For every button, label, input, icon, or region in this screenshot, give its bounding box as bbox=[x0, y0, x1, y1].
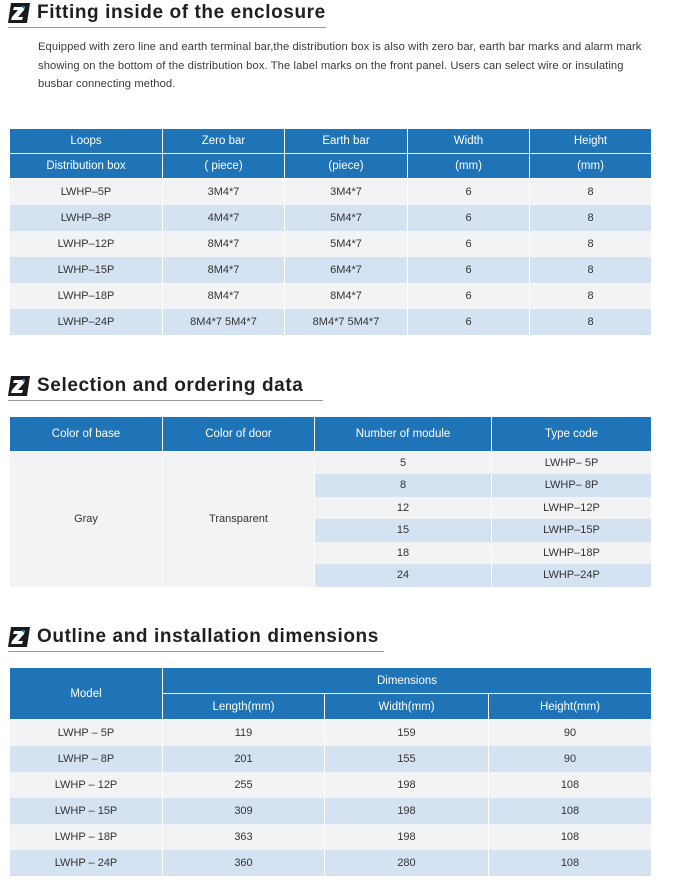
base-color-cell: Gray bbox=[10, 452, 163, 587]
table-cell: 8M4*7 bbox=[285, 283, 408, 309]
table-cell: 8 bbox=[530, 231, 652, 257]
table-cell: 280 bbox=[325, 850, 489, 876]
table-row bbox=[10, 231, 652, 257]
header-cell: Width(mm) bbox=[325, 694, 489, 720]
table-cell: 6 bbox=[408, 179, 530, 205]
table-row bbox=[10, 772, 652, 798]
model-header-cell: Model bbox=[10, 668, 163, 720]
table-cell: 198 bbox=[325, 824, 489, 850]
table-cell: 5 bbox=[315, 452, 492, 475]
header-cell: Loops bbox=[10, 129, 163, 154]
table-cell: 8 bbox=[530, 283, 652, 309]
header-cell: (mm) bbox=[408, 154, 530, 179]
table-cell: 6 bbox=[408, 231, 530, 257]
table-cell: 15 bbox=[315, 519, 492, 542]
table-cell: LWHP – 8P bbox=[10, 746, 163, 772]
table-cell: LWHP – 24P bbox=[10, 850, 163, 876]
header-cell: Zero bar bbox=[163, 129, 285, 154]
table-cell: LWHP–24P bbox=[10, 309, 163, 335]
door-color-cell: Transparent bbox=[163, 452, 315, 587]
header-cell: Earth bar bbox=[285, 129, 408, 154]
table-cell: 8M4*7 bbox=[163, 257, 285, 283]
table-cell: 3M4*7 bbox=[285, 179, 408, 205]
table-row bbox=[10, 309, 652, 335]
table-cell: 8 bbox=[530, 309, 652, 335]
header-cell: (mm) bbox=[530, 154, 652, 179]
header-cell: Color of door bbox=[163, 417, 315, 452]
fitting-table bbox=[9, 128, 652, 335]
section-dimensions-title bbox=[8, 624, 379, 650]
table-cell: LWHP – 5P bbox=[10, 720, 163, 746]
header-cell: (piece) bbox=[285, 154, 408, 179]
table-cell: 4M4*7 bbox=[163, 205, 285, 231]
table-cell: 6 bbox=[408, 205, 530, 231]
table-cell: 8 bbox=[315, 474, 492, 497]
table-row bbox=[10, 257, 652, 283]
table-row bbox=[10, 283, 652, 309]
table-cell: 108 bbox=[489, 824, 652, 850]
z-logo-icon bbox=[8, 627, 30, 647]
table-row bbox=[10, 850, 652, 876]
header-cell: Height bbox=[530, 129, 652, 154]
table-cell: LWHP – 12P bbox=[10, 772, 163, 798]
ordering-table bbox=[9, 416, 652, 587]
header-cell: Length(mm) bbox=[163, 694, 325, 720]
header-cell: ( piece) bbox=[163, 154, 285, 179]
table-row bbox=[10, 798, 652, 824]
section-fitting-title bbox=[8, 0, 326, 26]
header-cell: Distribution box bbox=[10, 154, 163, 179]
table-cell: LWHP–24P bbox=[492, 564, 652, 587]
table-cell: 3M4*7 bbox=[163, 179, 285, 205]
header-cell: Type code bbox=[492, 417, 652, 452]
table-cell: LWHP– 5P bbox=[492, 452, 652, 475]
table-cell: 363 bbox=[163, 824, 325, 850]
table-cell: 201 bbox=[163, 746, 325, 772]
table-header-row bbox=[10, 417, 652, 452]
table-cell: 6 bbox=[408, 309, 530, 335]
header-cell: Number of module bbox=[315, 417, 492, 452]
table-cell: 159 bbox=[325, 720, 489, 746]
table-cell: LWHP–18P bbox=[492, 542, 652, 565]
section-title-text: Fitting inside of the enclosure bbox=[37, 2, 326, 23]
table-cell: 8M4*7 bbox=[163, 231, 285, 257]
section-title-text: Selection and ordering data bbox=[37, 375, 304, 396]
table-cell: LWHP–8P bbox=[10, 205, 163, 231]
title-underline bbox=[8, 27, 326, 28]
table-cell: 198 bbox=[325, 798, 489, 824]
table-cell: 6 bbox=[408, 283, 530, 309]
table-cell: 18 bbox=[315, 542, 492, 565]
table-cell: 90 bbox=[489, 746, 652, 772]
table-cell: LWHP–5P bbox=[10, 179, 163, 205]
header-cell: Color of base bbox=[10, 417, 163, 452]
table-cell: LWHP–18P bbox=[10, 283, 163, 309]
table-cell: LWHP – 15P bbox=[10, 798, 163, 824]
z-logo-icon bbox=[8, 376, 30, 396]
table-cell: LWHP – 18P bbox=[10, 824, 163, 850]
table-cell: 198 bbox=[325, 772, 489, 798]
table-cell: LWHP–12P bbox=[492, 497, 652, 520]
table-cell: 8 bbox=[530, 179, 652, 205]
table-cell: 309 bbox=[163, 798, 325, 824]
table-cell: 8M4*7 bbox=[163, 283, 285, 309]
table-cell: 8 bbox=[530, 205, 652, 231]
table-cell: 90 bbox=[489, 720, 652, 746]
table-cell: LWHP–15P bbox=[492, 519, 652, 542]
intro-paragraph: Equipped with zero line and earth terminal bar,the distribution box is also with zero bar, earth bar marks and alarm mark showing on the bottom of the distribution box. The label marks on the front panel. Users can select wire or insulating busbar connecting method. bbox=[38, 41, 642, 90]
table-cell: 12 bbox=[315, 497, 492, 520]
title-underline bbox=[8, 400, 323, 401]
dimensions-header-cell: Dimensions bbox=[163, 668, 652, 694]
table-cell: 8 bbox=[530, 257, 652, 283]
table-cell: 5M4*7 bbox=[285, 205, 408, 231]
table-cell: 155 bbox=[325, 746, 489, 772]
table-cell: 6M4*7 bbox=[285, 257, 408, 283]
table-header-row bbox=[10, 129, 652, 154]
table-cell: 24 bbox=[315, 564, 492, 587]
table-cell: 108 bbox=[489, 850, 652, 876]
table-cell: 8M4*7 5M4*7 bbox=[285, 309, 408, 335]
table-cell: LWHP– 8P bbox=[492, 474, 652, 497]
table-cell: 255 bbox=[163, 772, 325, 798]
table-cell: LWHP–12P bbox=[10, 231, 163, 257]
table-row bbox=[10, 720, 652, 746]
dimensions-table bbox=[9, 667, 652, 876]
table-cell: LWHP–15P bbox=[10, 257, 163, 283]
table-cell: 108 bbox=[489, 772, 652, 798]
title-underline bbox=[8, 651, 384, 652]
table-header-row bbox=[10, 668, 652, 694]
table-cell: 108 bbox=[489, 798, 652, 824]
z-logo-icon bbox=[8, 3, 30, 23]
table-cell: 360 bbox=[163, 850, 325, 876]
table-row bbox=[10, 452, 652, 475]
table-cell: 5M4*7 bbox=[285, 231, 408, 257]
header-cell: Height(mm) bbox=[489, 694, 652, 720]
table-row bbox=[10, 179, 652, 205]
table-header-row bbox=[10, 154, 652, 179]
table-row bbox=[10, 824, 652, 850]
table-cell: 8M4*7 5M4*7 bbox=[163, 309, 285, 335]
table-row bbox=[10, 205, 652, 231]
header-cell: Width bbox=[408, 129, 530, 154]
table-cell: 6 bbox=[408, 257, 530, 283]
table-cell: 119 bbox=[163, 720, 325, 746]
section-ordering-title bbox=[8, 373, 303, 399]
section-title-text: Outline and installation dimensions bbox=[37, 626, 379, 647]
table-row bbox=[10, 746, 652, 772]
